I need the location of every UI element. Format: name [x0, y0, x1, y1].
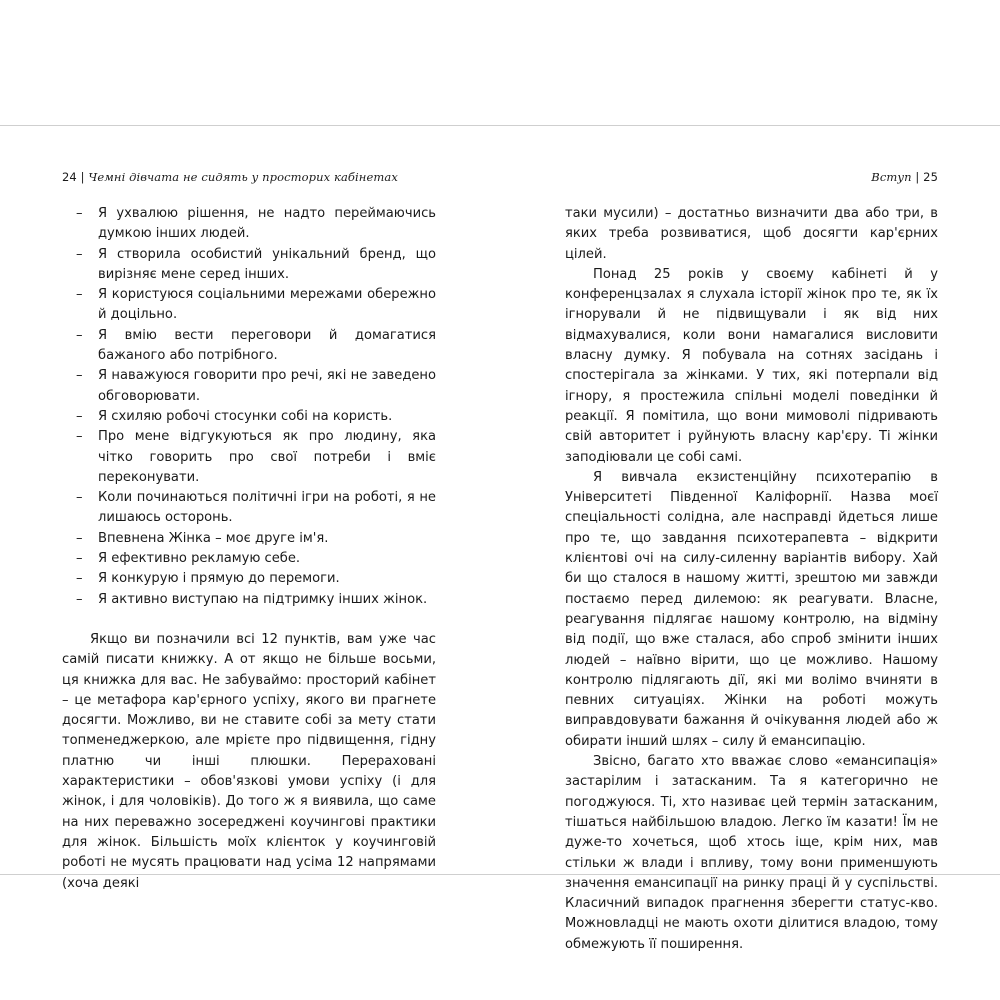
- right-page-number: 25: [923, 170, 938, 184]
- right-page-body: [565, 204, 938, 955]
- right-separator: |: [915, 170, 920, 184]
- list-item: [62, 488, 436, 529]
- list-dash: –: [76, 490, 83, 506]
- body-paragraph: Понад 25 років у своєму кабінеті й у конференцзалах я слухала історії жінок про те, як їх ігнорували й не підвищували і як від них відмахувалися, коли вони намагалися висловити власну думку. Я побувала на сотнях засідань і спостерігала за жінками. У тих, які потерпали від ігнору, я простежила спільні моделі поведінки й реакції. Я помітила, що вони мимоволі підривають свій авторитет і руйнують власну кар'єру. Ті жінки заподіювали це собі самі.: [565, 266, 938, 465]
- list-item: [62, 285, 436, 326]
- list-dash: –: [76, 591, 83, 607]
- list-item-text: Я конкурую і прямую до перемоги.: [98, 571, 340, 587]
- body-paragraph: Я вивчала екзистенційну психотерапію в Університеті Південної Каліфорнії. Назва моєї спеціальності солідна, але насправді йдеться лише про те, що завдання психотерапевта – відкрити клієнтові очі на силу-силенну варіантів вибору. Хай би що сталося в нашому житті, зрештою ми завжди постаємо перед дилемою: як реагувати. Власне, реагування підлягає нашому контролю, на відміну від події, що вже сталася, або спроб змінити інших людей – наївно вірити, що це можливо. Нашому контролю підлягають дії, які ми волімо вчиняти в певних ситуаціях. Жінки на роботі можуть виправдовувати бажання й очікування людей або ж обирати інший шлях – силу й емансипацію.: [565, 469, 938, 749]
- list-item-text: Я створила особистий унікальний бренд, що вирізняє мене серед інших.: [98, 246, 436, 282]
- list-item: [62, 326, 436, 367]
- list-item: [62, 529, 436, 549]
- body-paragraph: Якщо ви позначили всі 12 пунктів, вам уже час самій писати книжку. А от якщо не більше восьми, ця книжка для вас. Не забуваймо: просторий кабінет – це метафора кар'єрного успіху, якого ви прагнете досягти. Можливо, ви не ставите собі за мету стати топменеджеркою, але мрієте про підвищення, гідну платню чи інші плюшки. Перераховані характеристики – обов'язкові умови успіху (і для жінок, і для чоловіків). До того ж я виявила, що саме на них переважно зосереджені коучингові практики для жінок. Більшість моїх клієнток у коучинговій роботі не мусять працювати над усіма 12 напрямами (хоча деякі: [62, 631, 436, 891]
- list-dash: –: [76, 571, 83, 587]
- list-item: [62, 569, 436, 589]
- right-running-head: [871, 170, 938, 184]
- list-dash: –: [76, 287, 83, 303]
- list-item-text: Впевнена Жінка – моє друге ім'я.: [98, 530, 329, 546]
- left-separator: |: [80, 170, 85, 184]
- list-item-text: Я користуюся соціальними мережами обережно й доцільно.: [98, 287, 436, 323]
- body-paragraph: Звісно, багато хто вважає слово «емансипація» застарілим і затасканим. Та я категорично не погоджуюся. Ті, хто називає цей термін затасканим, тішаться найбільшою владою. Легко їм казати! Їм не дуже-то хочеться, щоб хтось іще, крім них, мав стільки ж влади і впливу, тому вони применшують значення емансипації на ринку праці й у суспільстві. Класичний випадок прагнення зберегти статус-кво. Можновладці не мають охоти ділитися владою, тому обмежують її поширення.: [565, 754, 938, 952]
- list-dash: –: [76, 530, 83, 546]
- list-item-text: Я вмію вести переговори й домагатися бажаного або потрібного.: [98, 327, 436, 364]
- list-dash: –: [76, 551, 83, 567]
- paragraph-gap: [62, 610, 436, 630]
- list-dash: –: [76, 429, 83, 445]
- list-item-text: Я ефективно рекламую себе.: [98, 551, 301, 567]
- list-item-text: Я ухвалюю рішення, не надто переймаючись думкою інших людей.: [98, 206, 436, 242]
- left-page-body: [62, 204, 436, 894]
- list-item: [62, 366, 436, 407]
- list-item-text: Про мене відгукуються як про людину, яка чітко говорить про свої потреби і вміє переконувати.: [98, 429, 436, 485]
- body-paragraph-continued: таки мусили) – достатньо визначити два або три, в яких треба розвиватися, щоб досягти кар'єрних цілей.: [565, 206, 938, 262]
- list-item: [62, 427, 436, 488]
- left-running-head: [62, 170, 398, 184]
- list-dash: –: [76, 368, 83, 384]
- left-running-title: Чемні дівчата не сидять у просторих кабінетах: [88, 170, 398, 184]
- list-dash: –: [76, 206, 83, 221]
- list-dash: –: [76, 246, 83, 262]
- list-item: [62, 549, 436, 569]
- list-item: [62, 590, 436, 610]
- book-spread: [0, 125, 1000, 952]
- list-item-text: Я схиляю робочі стосунки собі на користь.: [98, 408, 393, 424]
- list-item-text: Я активно виступаю на підтримку інших жінок.: [98, 591, 428, 607]
- list-dash: –: [76, 327, 83, 343]
- right-running-title: Вступ: [871, 170, 912, 184]
- list-item-text: Я наважуюся говорити про речі, які не заведено обговорювати.: [98, 368, 436, 404]
- list-dash: –: [76, 408, 83, 424]
- left-page-number: 24: [62, 170, 77, 184]
- list-item: [62, 204, 436, 245]
- list-item-text: Коли починаються політичні ігри на роботі, я не лишаюсь осторонь.: [98, 490, 436, 526]
- list-item: [62, 245, 436, 286]
- list-item: [62, 407, 436, 427]
